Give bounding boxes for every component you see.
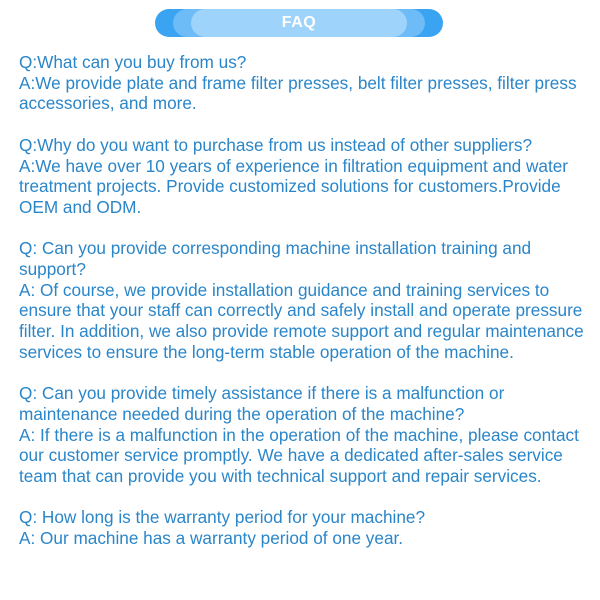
faq-item	[19, 135, 589, 218]
faq-question: Q: How long is the warranty period for your machine?	[19, 507, 426, 528]
faq-item	[19, 238, 589, 362]
faq-answer: A: If there is a malfunction in the operation of the machine, please contact our customer service promptly. We have a dedicated after-sales service team that can provide you with technical support and repair services.	[19, 424, 579, 487]
faq-answer: A: Our machine has a warranty period of one year.	[19, 528, 404, 549]
faq-question: Q:Why do you want to purchase from us instead of other suppliers?	[19, 134, 533, 155]
faq-answer: A:We have over 10 years of experience in filtration equipment and water treatment projects. Provide customized solutions for customers.Provide OEM and ODM.	[19, 155, 569, 217]
faq-answer: A: Of course, we provide installation guidance and training services to ensure that your staff can correctly and safely install and operate pressure filter. In addition, we also provide remote support and regular maintenance services to ensure the long-term stable operation of the machine.	[19, 279, 584, 362]
faq-banner	[155, 9, 443, 37]
faq-question: Q: Can you provide timely assistance if there is a malfunction or maintenance needed during the operation of the machine?	[19, 383, 505, 424]
faq-question: Q:What can you buy from us?	[19, 52, 247, 72]
faq-question: Q: Can you provide corresponding machine installation training and support?	[19, 238, 532, 279]
faq-answer: A:We provide plate and frame filter presses, belt filter presses, filter press accessories, and more.	[19, 72, 577, 114]
faq-item	[19, 383, 589, 487]
faq-list	[19, 52, 589, 570]
page-title: FAQ	[281, 14, 317, 31]
faq-item	[19, 507, 589, 548]
faq-item	[19, 52, 589, 114]
